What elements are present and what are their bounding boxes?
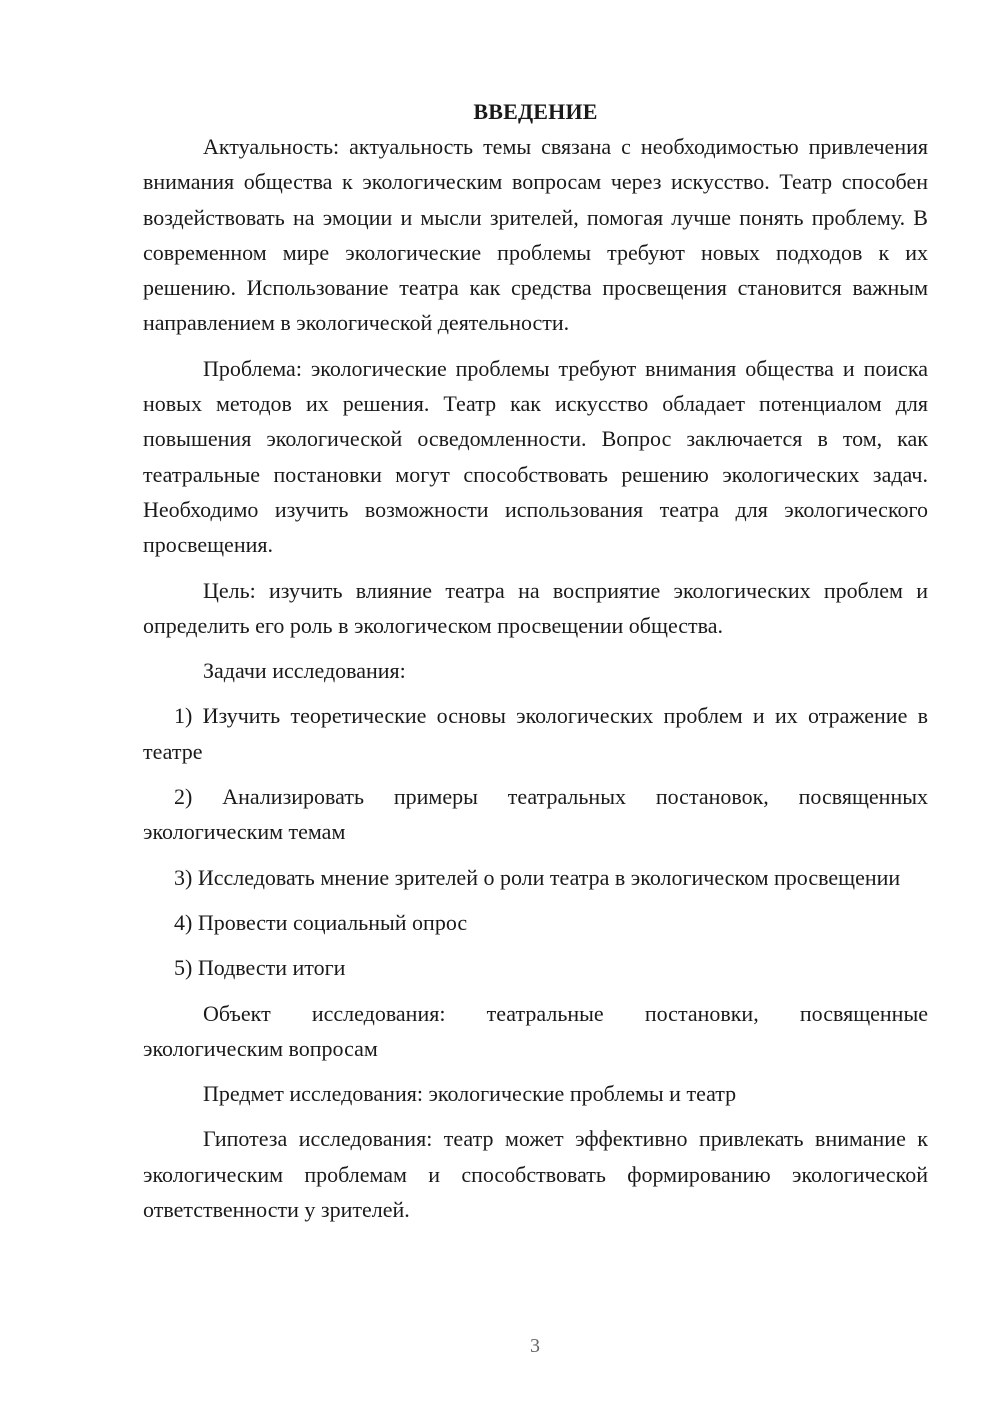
page-number: 3 — [530, 1335, 540, 1357]
problem-paragraph: Проблема: экологические проблемы требуют внимания общества и поиска новых методов их решения. Театр как искусство обладает потенциалом для повышения экологической осведомленности. Вопрос заключается в том, как театральные постановки могут способствовать решению экологических задач. Необходимо изучить возможности использования театра для экологического просвещения. — [143, 355, 928, 558]
object-paragraph: Объект исследования: театральные постановки, посвященные экологическим вопросам — [143, 1000, 928, 1061]
relevance-paragraph: Актуальность: актуальность темы связана с необходимостью привлечения внимания общества к экологическим вопросам через искусство. Театр способен воздействовать на эмоции и мысли зрителей, помогая лучше понять проблему. В современном мире экологические проблемы требуют новых подходов к их решению. Использование театра как средства просвещения становится важным направлением в экологической деятельности. — [143, 134, 928, 336]
tasks-heading: Задачи исследования: — [203, 658, 406, 684]
page-title: ВВЕДЕНИЕ — [473, 99, 598, 124]
list-item: 1) Изучить теоретические основы экологических проблем и их отражение в театре — [143, 703, 928, 764]
list-item: 2) Анализировать примеры театральных постановок, посвященных экологическим темам — [143, 784, 928, 845]
page-content — [143, 94, 928, 1227]
list-item: 3) Исследовать мнение зрителей о роли театра в экологическом просвещении — [174, 864, 901, 890]
subject-paragraph: Предмет исследования: экологические проблемы и театр — [203, 1081, 737, 1107]
list-item: 4) Провести социальный опрос — [174, 909, 468, 935]
goal-paragraph: Цель: изучить влияние театра на восприятие экологических проблем и определить его роль в экологическом просвещении общества. — [143, 577, 928, 638]
list-item: 5) Подвести итоги — [174, 955, 346, 981]
tasks-list — [143, 698, 928, 985]
hypothesis-paragraph: Гипотеза исследования: театр может эффективно привлекать внимание к экологическим проблемам и способствовать формированию экологической ответственности у зрителей. — [143, 1126, 928, 1223]
